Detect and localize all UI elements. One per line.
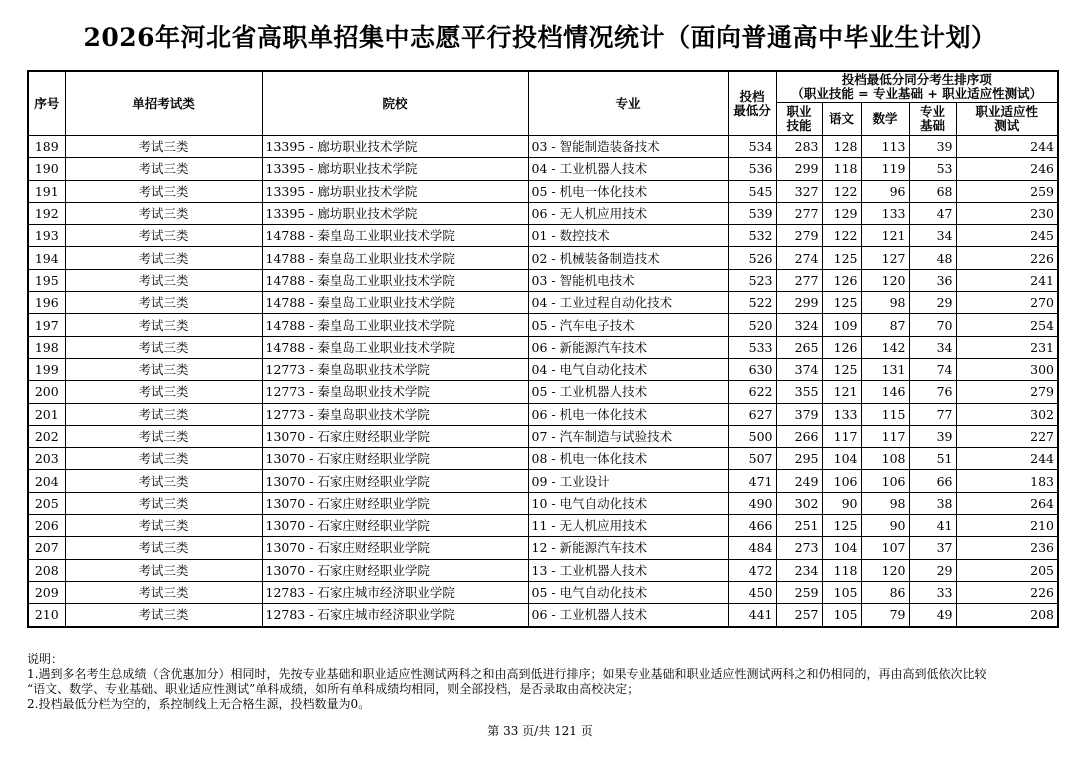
row-major: 05 - 汽车电子技术 — [528, 314, 728, 336]
row-school: 13395 - 廊坊职业技术学院 — [262, 180, 528, 202]
row-aptitude: 300 — [956, 358, 1058, 380]
row-aptitude: 226 — [956, 247, 1058, 269]
row-math: 142 — [861, 336, 909, 358]
header-seq: 序号 — [28, 71, 65, 136]
row-basic: 74 — [909, 358, 956, 380]
row-min-score: 507 — [728, 448, 776, 470]
row-skill: 355 — [776, 381, 822, 403]
row-aptitude: 210 — [956, 515, 1058, 537]
row-category: 考试三类 — [65, 358, 262, 380]
row-skill: 299 — [776, 292, 822, 314]
table-row — [28, 581, 1058, 603]
row-min-score: 472 — [728, 559, 776, 581]
row-skill: 251 — [776, 515, 822, 537]
row-school: 13395 - 廊坊职业技术学院 — [262, 202, 528, 224]
row-chinese: 104 — [822, 537, 861, 559]
row-math: 146 — [861, 381, 909, 403]
row-major: 06 - 工业机器人技术 — [528, 604, 728, 627]
row-major: 05 - 工业机器人技术 — [528, 381, 728, 403]
row-category: 考试三类 — [65, 604, 262, 627]
row-chinese: 126 — [822, 269, 861, 291]
table-row — [28, 136, 1058, 158]
row-category: 考试三类 — [65, 381, 262, 403]
row-major: 08 - 机电一体化技术 — [528, 448, 728, 470]
row-basic: 47 — [909, 202, 956, 224]
row-skill: 302 — [776, 492, 822, 514]
row-min-score: 523 — [728, 269, 776, 291]
row-min-score: 533 — [728, 336, 776, 358]
row-skill: 324 — [776, 314, 822, 336]
row-category: 考试三类 — [65, 537, 262, 559]
row-category: 考试三类 — [65, 425, 262, 447]
row-major: 05 - 电气自动化技术 — [528, 581, 728, 603]
row-school: 12773 - 秦皇岛职业技术学院 — [262, 381, 528, 403]
row-aptitude: 236 — [956, 537, 1058, 559]
row-min-score: 466 — [728, 515, 776, 537]
row-seq: 194 — [28, 247, 65, 269]
row-math: 127 — [861, 247, 909, 269]
row-aptitude: 183 — [956, 470, 1058, 492]
row-skill: 257 — [776, 604, 822, 627]
row-basic: 48 — [909, 247, 956, 269]
row-basic: 76 — [909, 381, 956, 403]
row-school: 12783 - 石家庄城市经济职业学院 — [262, 581, 528, 603]
row-seq: 193 — [28, 225, 65, 247]
row-major: 04 - 工业机器人技术 — [528, 158, 728, 180]
row-basic: 29 — [909, 559, 956, 581]
row-chinese: 125 — [822, 292, 861, 314]
row-math: 98 — [861, 292, 909, 314]
table-row — [28, 559, 1058, 581]
row-math: 119 — [861, 158, 909, 180]
row-math: 90 — [861, 515, 909, 537]
row-skill: 379 — [776, 403, 822, 425]
header-tiebreak-group: 投档最低分同分考生排序项 （职业技能 = 专业基础 + 职业适应性测试） — [776, 71, 1058, 103]
row-school: 13070 - 石家庄财经职业学院 — [262, 559, 528, 581]
row-school: 14788 - 秦皇岛工业职业技术学院 — [262, 292, 528, 314]
row-school: 13070 - 石家庄财经职业学院 — [262, 492, 528, 514]
row-school: 14788 - 秦皇岛工业职业技术学院 — [262, 269, 528, 291]
table-row — [28, 470, 1058, 492]
row-school: 14788 - 秦皇岛工业职业技术学院 — [262, 247, 528, 269]
row-chinese: 125 — [822, 358, 861, 380]
row-chinese: 125 — [822, 247, 861, 269]
row-aptitude: 302 — [956, 403, 1058, 425]
row-aptitude: 270 — [956, 292, 1058, 314]
row-basic: 49 — [909, 604, 956, 627]
row-major: 04 - 电气自动化技术 — [528, 358, 728, 380]
row-seq: 208 — [28, 559, 65, 581]
row-aptitude: 241 — [956, 269, 1058, 291]
row-category: 考试三类 — [65, 448, 262, 470]
row-seq: 206 — [28, 515, 65, 537]
row-min-score: 536 — [728, 158, 776, 180]
row-chinese: 105 — [822, 604, 861, 627]
row-math: 107 — [861, 537, 909, 559]
row-math: 120 — [861, 559, 909, 581]
table-row — [28, 537, 1058, 559]
row-skill: 259 — [776, 581, 822, 603]
row-category: 考试三类 — [65, 202, 262, 224]
row-math: 120 — [861, 269, 909, 291]
row-major: 11 - 无人机应用技术 — [528, 515, 728, 537]
header-chinese: 语文 — [822, 103, 861, 136]
row-school: 13070 - 石家庄财经职业学院 — [262, 425, 528, 447]
row-chinese: 133 — [822, 403, 861, 425]
table-row — [28, 403, 1058, 425]
row-aptitude: 279 — [956, 381, 1058, 403]
row-math: 108 — [861, 448, 909, 470]
row-skill: 277 — [776, 269, 822, 291]
row-seq: 204 — [28, 470, 65, 492]
row-chinese: 117 — [822, 425, 861, 447]
row-category: 考试三类 — [65, 269, 262, 291]
table-row — [28, 358, 1058, 380]
row-math: 98 — [861, 492, 909, 514]
table-row — [28, 269, 1058, 291]
row-category: 考试三类 — [65, 336, 262, 358]
row-aptitude: 231 — [956, 336, 1058, 358]
row-seq: 209 — [28, 581, 65, 603]
row-major: 06 - 无人机应用技术 — [528, 202, 728, 224]
page-number: 第 33 页/共 121 页 — [487, 724, 593, 738]
row-basic: 41 — [909, 515, 956, 537]
row-basic: 38 — [909, 492, 956, 514]
row-seq: 196 — [28, 292, 65, 314]
row-seq: 198 — [28, 336, 65, 358]
row-school: 14788 - 秦皇岛工业职业技术学院 — [262, 336, 528, 358]
row-min-score: 500 — [728, 425, 776, 447]
admission-table — [27, 70, 1059, 628]
row-min-score: 630 — [728, 358, 776, 380]
row-basic: 36 — [909, 269, 956, 291]
row-school: 13070 - 石家庄财经职业学院 — [262, 448, 528, 470]
row-aptitude: 246 — [956, 158, 1058, 180]
row-category: 考试三类 — [65, 559, 262, 581]
row-seq: 203 — [28, 448, 65, 470]
table-row — [28, 314, 1058, 336]
row-major: 03 - 智能制造装备技术 — [528, 136, 728, 158]
notes-line-1: 1.遇到多名考生总成绩（含优惠加分）相同时，先按专业基础和职业适应性测试两科之和由高到低进行排序；如果专业基础和职业适应性测试两科之和仍相同的，再由高到低依次比较 — [27, 667, 987, 681]
row-basic: 70 — [909, 314, 956, 336]
row-school: 12773 - 秦皇岛职业技术学院 — [262, 358, 528, 380]
row-major: 10 - 电气自动化技术 — [528, 492, 728, 514]
row-chinese: 129 — [822, 202, 861, 224]
row-math: 131 — [861, 358, 909, 380]
row-chinese: 125 — [822, 515, 861, 537]
row-seq: 190 — [28, 158, 65, 180]
row-school: 13395 - 廊坊职业技术学院 — [262, 158, 528, 180]
table-body — [28, 136, 1058, 627]
row-aptitude: 254 — [956, 314, 1058, 336]
row-seq: 197 — [28, 314, 65, 336]
row-category: 考试三类 — [65, 225, 262, 247]
row-category: 考试三类 — [65, 314, 262, 336]
row-chinese: 104 — [822, 448, 861, 470]
table-row — [28, 515, 1058, 537]
row-basic: 39 — [909, 136, 956, 158]
notes-line-2: “语文、数学、专业基础、职业适应性测试”单科成绩，如所有单科成绩均相同，则全部投档，是否录取由高校决定； — [27, 682, 640, 696]
row-major: 07 - 汽车制造与试验技术 — [528, 425, 728, 447]
row-skill: 295 — [776, 448, 822, 470]
row-min-score: 441 — [728, 604, 776, 627]
row-skill: 234 — [776, 559, 822, 581]
row-basic: 33 — [909, 581, 956, 603]
row-school: 13070 - 石家庄财经职业学院 — [262, 515, 528, 537]
row-category: 考试三类 — [65, 515, 262, 537]
table-row — [28, 292, 1058, 314]
row-category: 考试三类 — [65, 136, 262, 158]
row-seq: 210 — [28, 604, 65, 627]
row-skill: 283 — [776, 136, 822, 158]
table-row — [28, 492, 1058, 514]
row-aptitude: 245 — [956, 225, 1058, 247]
row-skill: 327 — [776, 180, 822, 202]
row-chinese: 121 — [822, 381, 861, 403]
row-chinese: 106 — [822, 470, 861, 492]
row-min-score: 526 — [728, 247, 776, 269]
row-chinese: 105 — [822, 581, 861, 603]
row-chinese: 118 — [822, 559, 861, 581]
row-major: 12 - 新能源汽车技术 — [528, 537, 728, 559]
row-min-score: 539 — [728, 202, 776, 224]
row-school: 13070 - 石家庄财经职业学院 — [262, 537, 528, 559]
row-min-score: 522 — [728, 292, 776, 314]
header-aptitude: 职业适应性 测试 — [956, 103, 1058, 136]
row-basic: 77 — [909, 403, 956, 425]
row-basic: 29 — [909, 292, 956, 314]
row-math: 133 — [861, 202, 909, 224]
row-major: 09 - 工业设计 — [528, 470, 728, 492]
row-math: 79 — [861, 604, 909, 627]
row-chinese: 122 — [822, 180, 861, 202]
row-basic: 37 — [909, 537, 956, 559]
header-min-score: 投档 最低分 — [728, 71, 776, 136]
row-school: 13070 - 石家庄财经职业学院 — [262, 470, 528, 492]
row-major: 13 - 工业机器人技术 — [528, 559, 728, 581]
table-row — [28, 448, 1058, 470]
row-basic: 34 — [909, 336, 956, 358]
row-math: 106 — [861, 470, 909, 492]
row-min-score: 450 — [728, 581, 776, 603]
row-skill: 279 — [776, 225, 822, 247]
row-seq: 195 — [28, 269, 65, 291]
row-seq: 205 — [28, 492, 65, 514]
table-row — [28, 247, 1058, 269]
row-aptitude: 227 — [956, 425, 1058, 447]
row-basic: 68 — [909, 180, 956, 202]
row-math: 86 — [861, 581, 909, 603]
row-major: 01 - 数控技术 — [528, 225, 728, 247]
row-skill: 273 — [776, 537, 822, 559]
table-row — [28, 604, 1058, 627]
row-major: 03 - 智能机电技术 — [528, 269, 728, 291]
notes — [27, 652, 1067, 712]
row-aptitude: 205 — [956, 559, 1058, 581]
row-min-score: 534 — [728, 136, 776, 158]
row-skill: 266 — [776, 425, 822, 447]
row-aptitude: 259 — [956, 180, 1058, 202]
row-skill: 249 — [776, 470, 822, 492]
row-category: 考试三类 — [65, 158, 262, 180]
row-math: 115 — [861, 403, 909, 425]
row-major: 06 - 机电一体化技术 — [528, 403, 728, 425]
row-min-score: 532 — [728, 225, 776, 247]
row-seq: 191 — [28, 180, 65, 202]
row-basic: 53 — [909, 158, 956, 180]
row-min-score: 627 — [728, 403, 776, 425]
row-seq: 199 — [28, 358, 65, 380]
row-math: 121 — [861, 225, 909, 247]
row-seq: 202 — [28, 425, 65, 447]
row-aptitude: 264 — [956, 492, 1058, 514]
table-row — [28, 381, 1058, 403]
row-major: 02 - 机械装备制造技术 — [528, 247, 728, 269]
row-chinese: 128 — [822, 136, 861, 158]
row-aptitude: 244 — [956, 448, 1058, 470]
row-school: 14788 - 秦皇岛工业职业技术学院 — [262, 225, 528, 247]
row-major: 05 - 机电一体化技术 — [528, 180, 728, 202]
table-row — [28, 180, 1058, 202]
row-skill: 299 — [776, 158, 822, 180]
row-basic: 34 — [909, 225, 956, 247]
row-math: 117 — [861, 425, 909, 447]
row-skill: 277 — [776, 202, 822, 224]
row-category: 考试三类 — [65, 180, 262, 202]
row-seq: 192 — [28, 202, 65, 224]
row-seq: 189 — [28, 136, 65, 158]
row-min-score: 484 — [728, 537, 776, 559]
row-aptitude: 208 — [956, 604, 1058, 627]
row-chinese: 122 — [822, 225, 861, 247]
table-row — [28, 336, 1058, 358]
row-math: 113 — [861, 136, 909, 158]
header-school: 院校 — [262, 71, 528, 136]
row-math: 96 — [861, 180, 909, 202]
table-row — [28, 158, 1058, 180]
notes-line-3: 2.投档最低分栏为空的，系控制线上无合格生源，投档数量为0。 — [27, 697, 371, 711]
row-chinese: 109 — [822, 314, 861, 336]
header-math: 数学 — [861, 103, 909, 136]
row-school: 13395 - 廊坊职业技术学院 — [262, 136, 528, 158]
row-category: 考试三类 — [65, 292, 262, 314]
row-min-score: 545 — [728, 180, 776, 202]
row-major: 04 - 工业过程自动化技术 — [528, 292, 728, 314]
row-aptitude: 244 — [956, 136, 1058, 158]
table-row — [28, 202, 1058, 224]
row-chinese: 118 — [822, 158, 861, 180]
row-basic: 39 — [909, 425, 956, 447]
row-min-score: 622 — [728, 381, 776, 403]
row-major: 06 - 新能源汽车技术 — [528, 336, 728, 358]
header-category: 单招考试类 — [65, 71, 262, 136]
row-chinese: 90 — [822, 492, 861, 514]
header-skill: 职业 技能 — [776, 103, 822, 136]
row-category: 考试三类 — [65, 492, 262, 514]
row-aptitude: 226 — [956, 581, 1058, 603]
row-skill: 274 — [776, 247, 822, 269]
header-basic: 专业 基础 — [909, 103, 956, 136]
row-aptitude: 230 — [956, 202, 1058, 224]
row-school: 12773 - 秦皇岛职业技术学院 — [262, 403, 528, 425]
row-school: 12783 - 石家庄城市经济职业学院 — [262, 604, 528, 627]
row-category: 考试三类 — [65, 470, 262, 492]
row-chinese: 126 — [822, 336, 861, 358]
header-major: 专业 — [528, 71, 728, 136]
table-row — [28, 425, 1058, 447]
row-math: 87 — [861, 314, 909, 336]
row-min-score: 520 — [728, 314, 776, 336]
row-min-score: 471 — [728, 470, 776, 492]
row-category: 考试三类 — [65, 403, 262, 425]
row-school: 14788 - 秦皇岛工业职业技术学院 — [262, 314, 528, 336]
row-skill: 265 — [776, 336, 822, 358]
table-row — [28, 225, 1058, 247]
row-skill: 374 — [776, 358, 822, 380]
page-title: 2026年河北省高职单招集中志愿平行投档情况统计（面向普通高中毕业生计划） — [83, 23, 997, 52]
row-seq: 201 — [28, 403, 65, 425]
row-basic: 51 — [909, 448, 956, 470]
row-seq: 207 — [28, 537, 65, 559]
notes-heading: 说明： — [27, 652, 64, 666]
row-category: 考试三类 — [65, 581, 262, 603]
row-seq: 200 — [28, 381, 65, 403]
row-min-score: 490 — [728, 492, 776, 514]
row-category: 考试三类 — [65, 247, 262, 269]
row-basic: 66 — [909, 470, 956, 492]
